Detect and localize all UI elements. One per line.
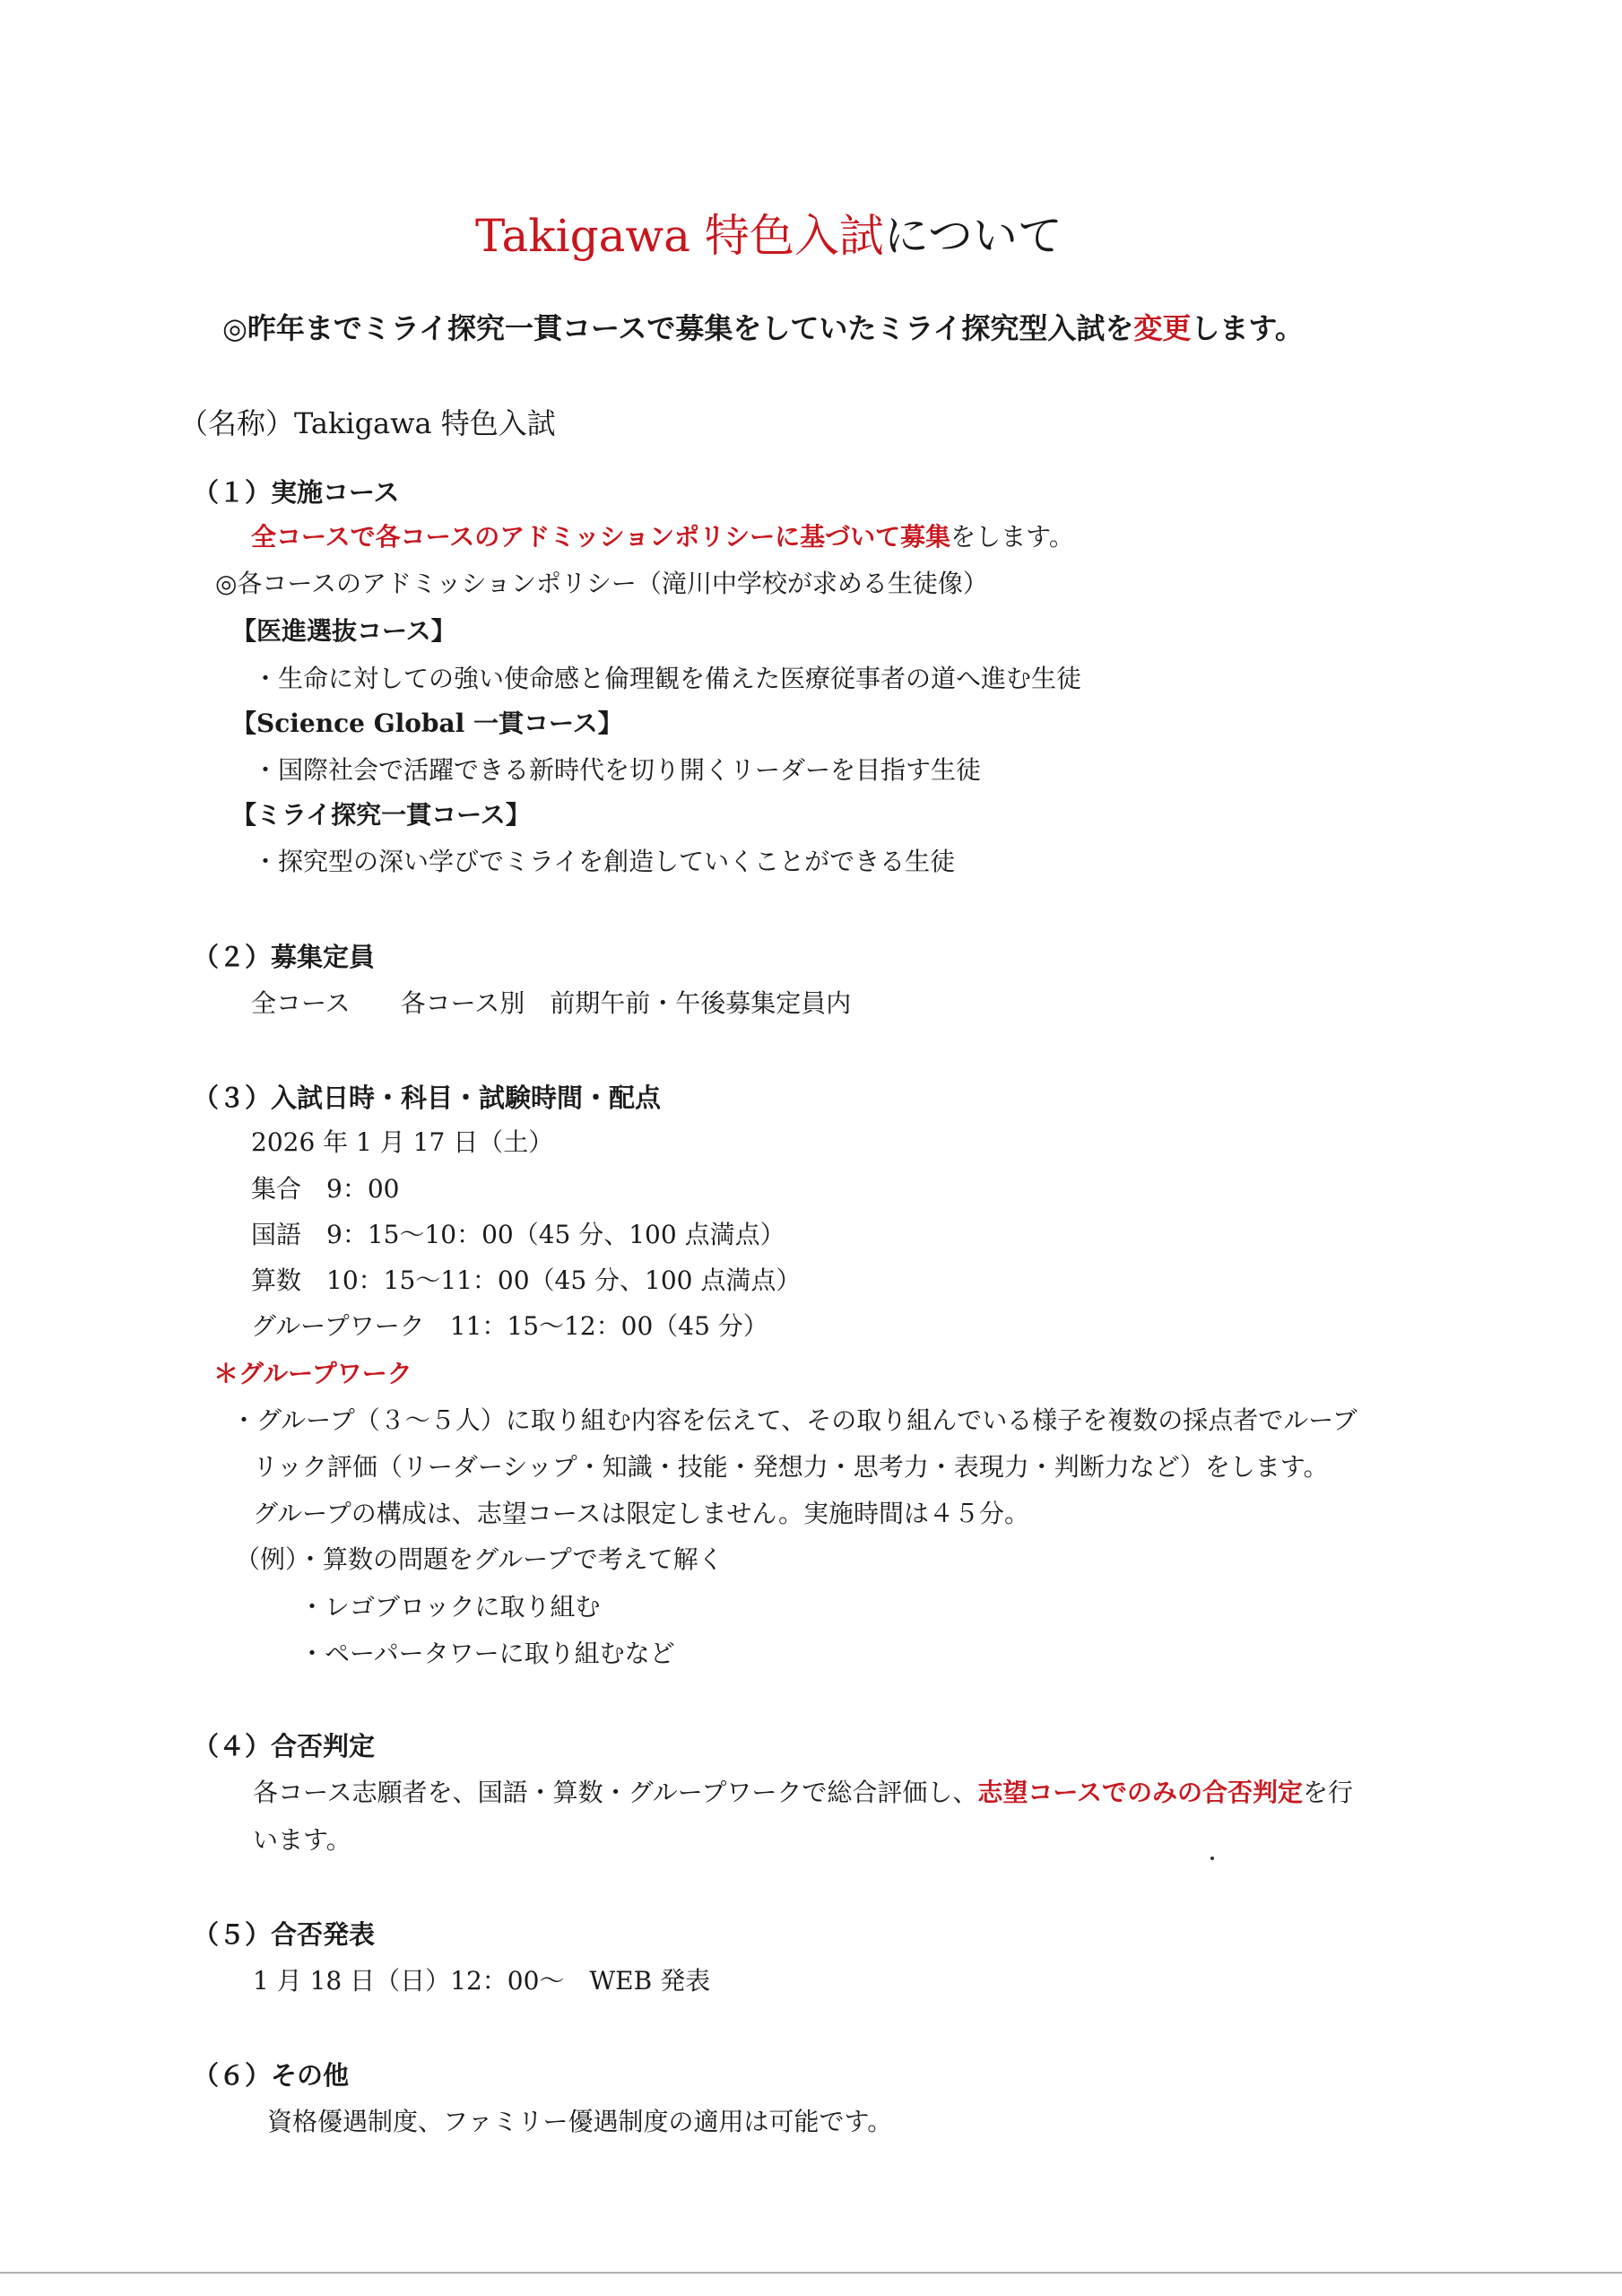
announcement-line: 1 月 18 日（日）12：00～ WEB 発表	[253, 1966, 711, 1996]
other-line: 資格優遇制度、ファミリー優遇制度の適用は可能です。	[267, 2107, 893, 2136]
example-line: ・レゴブロックに取り組む	[299, 1592, 601, 1622]
subtitle-part2: します。	[1191, 311, 1304, 345]
course-name-1: 【医進選抜コース】	[231, 616, 456, 646]
title-black-part: について	[883, 210, 1063, 262]
schedule-item: 国語 9：15～10：00（45 分、100 点満点）	[251, 1220, 785, 1249]
judgement-text-a: 各コース志願者を、国語・算数・グループワークで総合評価し、	[253, 1778, 978, 1807]
exam-name: （名称）Takigawa 特色入試	[179, 406, 556, 440]
capacity-line: 全コース 各コース別 前期午前・午後募集定員内	[251, 988, 852, 1018]
policy-tail: をします。	[950, 522, 1074, 552]
example-line: （例）・算数の問題をグループで考えて解く	[235, 1544, 724, 1574]
section-6-heading: （６）その他	[193, 2060, 350, 2091]
course-name-3: 【ミライ探究一貫コース】	[231, 800, 531, 830]
schedule-item: グループワーク 11：15～12：00（45 分）	[251, 1311, 768, 1341]
subtitle-part1: ◎昨年までミライ探究一貫コースで募集をしていたミライ探究型入試を	[222, 311, 1134, 345]
subtitle	[222, 311, 1304, 345]
subtitle-red: 変更	[1133, 311, 1192, 345]
course-desc-3: ・探究型の深い学びでミライを創造していくことができる生徒	[253, 847, 956, 876]
group-work-heading: ＊グループワーク	[213, 1359, 412, 1388]
section-4-heading: （４）合否判定	[193, 1731, 376, 1761]
judgement-line-2: います。	[253, 1825, 351, 1855]
group-work-line: グループの構成は、志望コースは限定しません。実施時間は４５分。	[253, 1499, 1030, 1528]
group-work-line: ・グループ（３～５人）に取り組む内容を伝えて、その取り組んでいる様子を複数の採点者でルーブ	[231, 1405, 1357, 1435]
policy-red: 全コースで各コースのアドミッションポリシーに基づいて募集	[251, 522, 951, 552]
schedule-item: 集合 9：00	[251, 1174, 400, 1204]
section-3-heading: （３）入試日時・科目・試験時間・配点	[193, 1083, 662, 1113]
stray-dot	[1210, 1857, 1214, 1860]
example-line: ・ペーパータワーに取り組むなど	[299, 1639, 675, 1668]
title-red-part: Takigawa 特色入試	[475, 210, 884, 262]
judgement-line-1	[253, 1780, 1353, 1805]
section-2-heading: （２）募集定員	[193, 942, 376, 972]
judgement-text-b: を行	[1302, 1778, 1353, 1807]
page-title	[475, 210, 1063, 262]
course-desc-2: ・国際社会で活躍できる新時代を切り開くリーダーを目指す生徒	[253, 755, 982, 785]
course-name-2: 【Science Global 一貫コース】	[231, 709, 623, 738]
bottom-rule	[0, 2272, 1622, 2274]
exam-date: 2026 年 1 月 17 日（土）	[251, 1127, 554, 1157]
judgement-red: 志望コースでのみの合否判定	[977, 1778, 1303, 1807]
schedule-item: 算数 10：15～11：00（45 分、100 点満点）	[251, 1265, 802, 1295]
section-5-heading: （５）合否発表	[193, 1919, 376, 1950]
policy-line	[251, 522, 1074, 552]
group-work-line: リック評価（リーダーシップ・知識・技能・発想力・思考力・表現力・判断力など）をします。	[253, 1452, 1329, 1482]
section-1-heading: （１）実施コース	[193, 477, 400, 508]
course-desc-1: ・生命に対しての強い使命感と倫理観を備えた医療従事者の道へ進む生徒	[253, 664, 1082, 693]
admission-note: ◎各コースのアドミッションポリシー（滝川中学校が求める生徒像）	[215, 569, 988, 598]
